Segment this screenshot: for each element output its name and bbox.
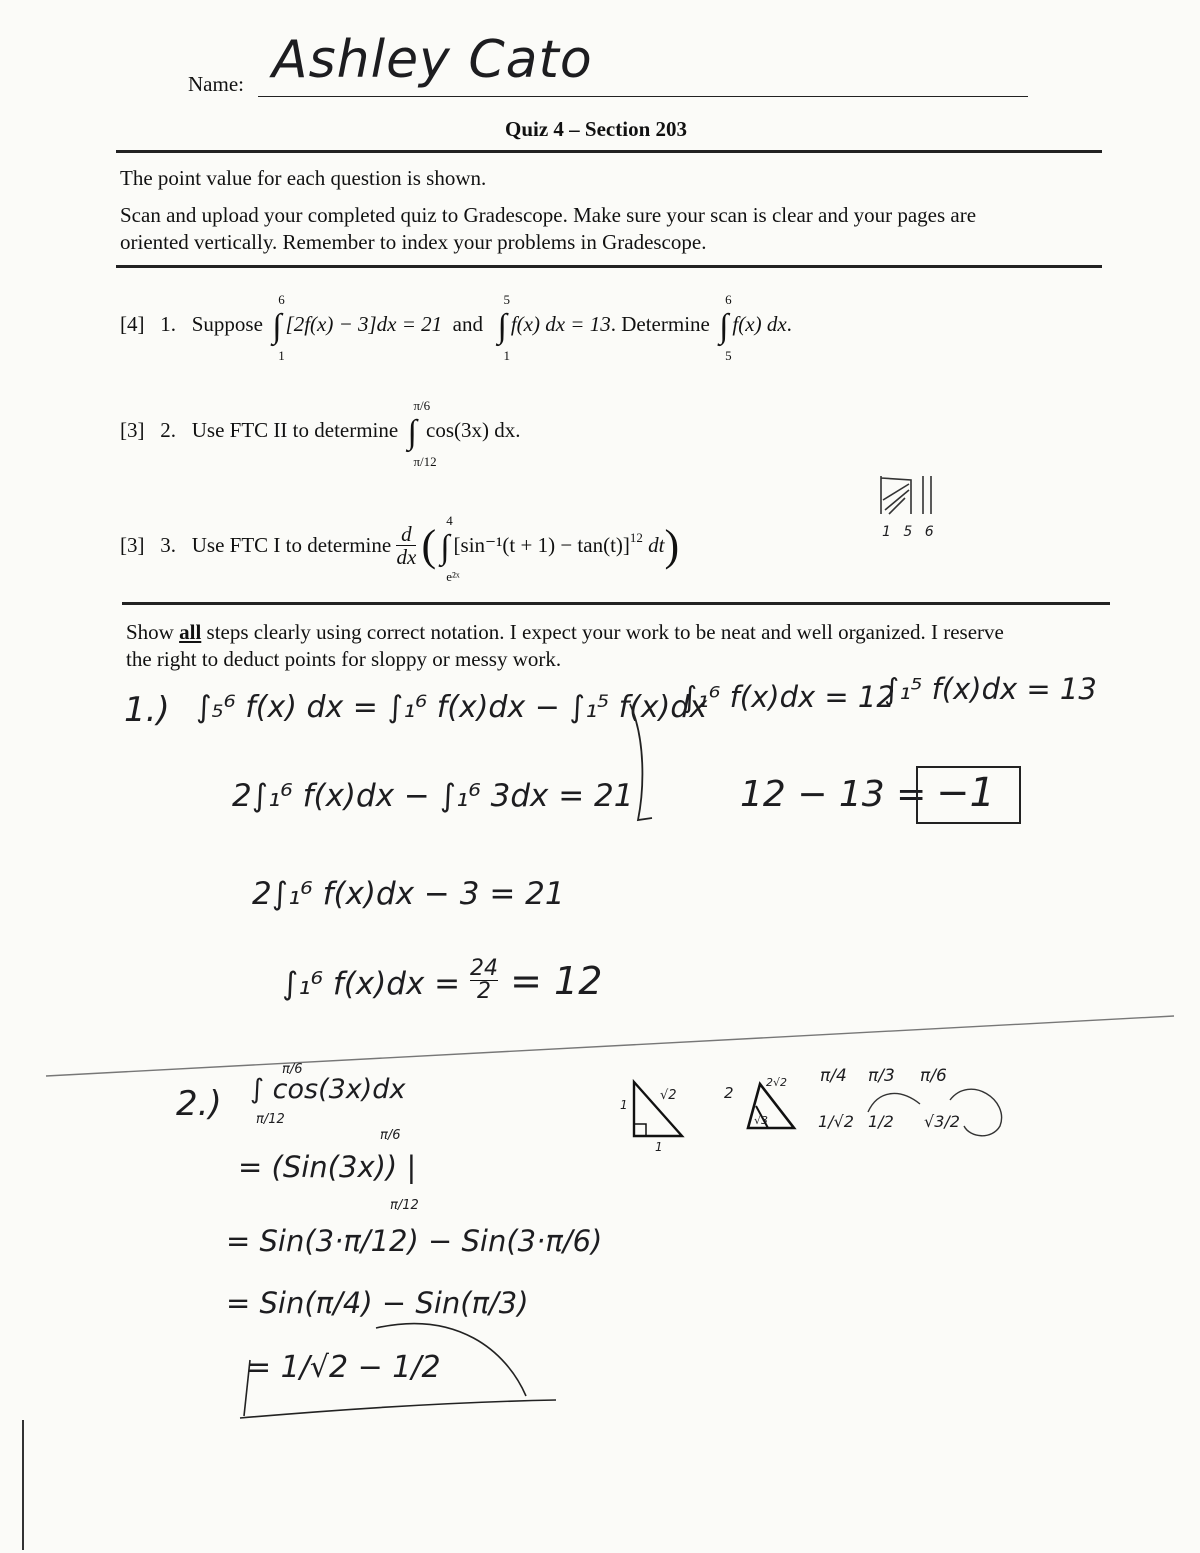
- scribble-numbers: 1 5 6: [882, 524, 938, 540]
- tri2-label: 2: [724, 1084, 734, 1102]
- bracket-stroke: [622, 700, 662, 840]
- work2-eval-lower: π/12: [390, 1198, 419, 1213]
- name-underline: [258, 96, 1028, 97]
- student-name-handwritten: Ashley Cato: [272, 30, 593, 90]
- work2-label: 2.): [176, 1084, 222, 1124]
- question-3: [3] 3. Use FTC I to determine $\frac{d}{dx}$ ( ∫ 4 e²ˣ $[\sin^{-1}(t + 1) - \tan(t)]^{12}$ dt): [120, 513, 680, 584]
- work2-upper-limit: π/6: [282, 1062, 303, 1077]
- instruction-line: oriented vertically. Remember to index your problems in Gradescope.: [120, 230, 707, 254]
- tri1-hyp: √2: [660, 1088, 677, 1103]
- work-instruction-line: the right to deduct points for sloppy or messy work.: [126, 647, 562, 671]
- divider: [116, 265, 1102, 268]
- work2-line1: ∫ cos(3x)dx: [250, 1074, 406, 1105]
- tri1-leg: 1: [620, 1098, 628, 1112]
- name-label: Name:: [188, 72, 244, 96]
- work2-line5: = 1/√2 − 1/2: [246, 1350, 441, 1385]
- work1-label: 1.): [124, 690, 170, 730]
- work1-line2: 2∫₁⁶ f(x)dx − ∫₁⁶ 3dx = 21: [232, 778, 634, 814]
- work2-line4: = Sin(π/4) − Sin(π/3): [226, 1286, 529, 1320]
- question-2: [3] 2. Use FTC II to determine ∫ π/6 π/12 cos(3x) dx.: [120, 398, 521, 469]
- scan-edge-line: [22, 1420, 24, 1550]
- instruction-line: The point value for each question is shown.: [120, 166, 487, 190]
- divider: [122, 602, 1110, 605]
- work1-line3: 2∫₁⁶ f(x)dx − 3 = 21: [252, 876, 565, 912]
- quiz-title: Quiz 4 – Section 203: [505, 117, 687, 141]
- work2-line3: = Sin(3·π/12) − Sin(3·π/6): [226, 1224, 603, 1258]
- work2-lower-limit: π/12: [256, 1112, 285, 1127]
- tri2-label: 2√2: [766, 1076, 788, 1089]
- work1-answer-box: −1: [916, 766, 1021, 824]
- trig-value: 1/2: [868, 1112, 894, 1131]
- angle-label: π/6: [920, 1066, 947, 1086]
- angle-label: π/3: [868, 1066, 895, 1086]
- angle-label: π/4: [820, 1066, 847, 1086]
- work1-line1: ∫₅⁶ f(x) dx = ∫₁⁶ f(x)dx − ∫₁⁵ f(x)dx: [196, 690, 708, 725]
- trig-value: √3/2: [924, 1112, 960, 1131]
- work-instruction-line: Show all steps clearly using correct notation. I expect your work to be neat and well organized. I reserve: [126, 620, 1004, 644]
- work1-side3: 12 − 13 =: [740, 774, 927, 815]
- work1-side2: ∫₁⁵ f(x)dx = 13: [884, 672, 1097, 706]
- answer-scribble-lines: [236, 1290, 576, 1430]
- tri1-leg: 1: [655, 1140, 663, 1154]
- divider: [116, 150, 1102, 153]
- work1-side1: ∫₁⁶ f(x)dx = 12: [682, 680, 895, 714]
- tri2-label: √3: [754, 1114, 769, 1127]
- work2-eval-upper: π/6: [380, 1128, 401, 1143]
- work2-line2: = (Sin(3x)) |: [238, 1150, 417, 1184]
- instruction-line: Scan and upload your completed quiz to Gradescope. Make sure your scan is clear and your pages are: [120, 203, 977, 227]
- work1-line4: ∫₁⁶ f(x)dx = $\frac{24}{2}$ = 12: [282, 956, 603, 1004]
- question-1: [4] 1. Suppose ∫ 6 1 [2f(x) − 3]dx = 21 and ∫ 5 1 f(x) dx = 13. Determine ∫ 6 5 f(x) dx.: [120, 292, 792, 363]
- trig-value: 1/√2: [818, 1112, 854, 1131]
- circled-values-scribble: [860, 1070, 1020, 1150]
